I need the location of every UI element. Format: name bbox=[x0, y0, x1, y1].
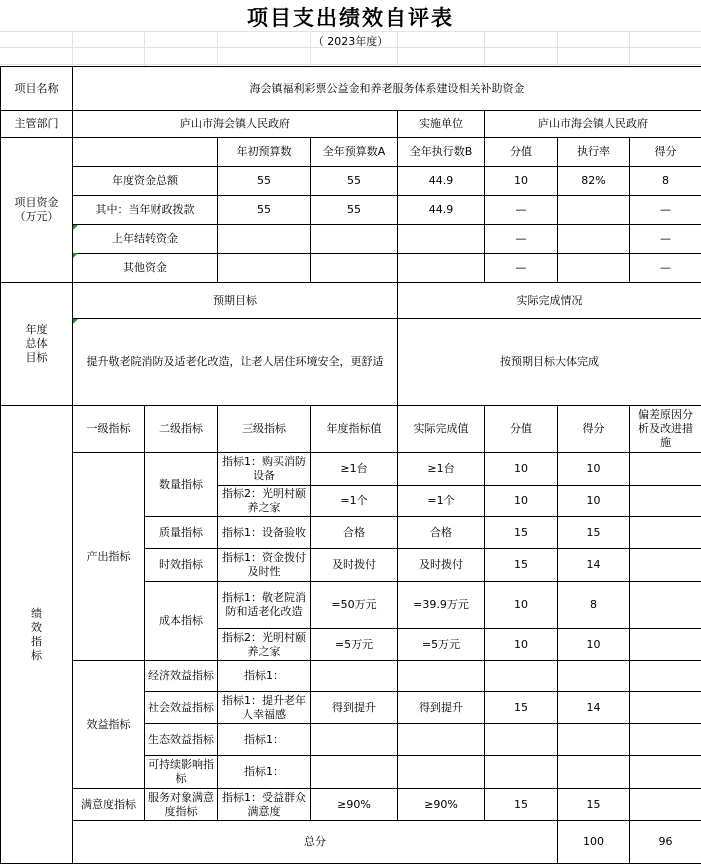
total-row bbox=[1, 821, 701, 864]
dept-value: 庐山市海会镇人民政府 bbox=[73, 111, 398, 138]
indicator: 指标1：敬老院消防和适老化改造 bbox=[218, 582, 311, 629]
deviation-note bbox=[630, 724, 701, 756]
deviation-note bbox=[630, 756, 701, 789]
goal-actual: 按预期目标大体完成 bbox=[398, 319, 701, 406]
target-value: ≥90% bbox=[311, 789, 398, 821]
dept-row bbox=[1, 111, 701, 138]
got-score bbox=[558, 756, 630, 789]
funds-cell: — bbox=[630, 254, 701, 283]
actual-value bbox=[398, 661, 485, 692]
indicator: 指标1：资金拨付及时性 bbox=[218, 549, 311, 582]
perf-header: 分值 bbox=[485, 406, 558, 453]
deviation-note bbox=[630, 582, 701, 629]
deviation-note bbox=[630, 453, 701, 486]
sub-quality: 质量指标 bbox=[145, 517, 218, 549]
target-value: =5万元 bbox=[311, 629, 398, 661]
funds-header: 分值 bbox=[485, 138, 558, 167]
funds-cell bbox=[398, 254, 485, 283]
funds-cell: — bbox=[485, 254, 558, 283]
evaluation-table bbox=[0, 66, 701, 864]
perf-label-text: 绩效指标 bbox=[30, 607, 44, 663]
got-score: 14 bbox=[558, 549, 630, 582]
funds-cell: 55 bbox=[218, 196, 311, 225]
dept-label: 主管部门 bbox=[1, 111, 73, 138]
target-value: =1个 bbox=[311, 486, 398, 517]
group-benefit: 效益指标 bbox=[73, 661, 145, 789]
funds-cell bbox=[218, 254, 311, 283]
funds-cell: 44.9 bbox=[398, 196, 485, 225]
project-row bbox=[1, 67, 701, 111]
actual-value: ≥1台 bbox=[398, 453, 485, 486]
got-score bbox=[558, 661, 630, 692]
funds-cell bbox=[311, 254, 398, 283]
perf-row bbox=[1, 661, 701, 692]
perf-header: 一级指标 bbox=[73, 406, 145, 453]
score bbox=[485, 756, 558, 789]
actual-value bbox=[398, 756, 485, 789]
target-value bbox=[311, 756, 398, 789]
sub-timeliness: 时效指标 bbox=[145, 549, 218, 582]
score: 10 bbox=[485, 582, 558, 629]
funds-cell: — bbox=[485, 225, 558, 254]
comment-marker bbox=[73, 319, 78, 324]
project-label: 项目名称 bbox=[1, 67, 73, 111]
indicator: 指标2：光明村颐养之家 bbox=[218, 629, 311, 661]
target-value: ≥1台 bbox=[311, 453, 398, 486]
target-value bbox=[311, 661, 398, 692]
goal-header-row bbox=[1, 283, 701, 319]
indicator: 指标1：购买消防设备 bbox=[218, 453, 311, 486]
deviation-note bbox=[630, 486, 701, 517]
deviation-note bbox=[630, 629, 701, 661]
indicator: 指标1：设备验收 bbox=[218, 517, 311, 549]
indicator: 指标2：光明村颐养之家 bbox=[218, 486, 311, 517]
total-score: 100 bbox=[558, 821, 630, 864]
goal-expected: 提升敬老院消防及适老化改造，让老人居住环境安全，更舒适 bbox=[73, 319, 398, 406]
sub-ecological: 生态效益指标 bbox=[145, 724, 218, 756]
score: 15 bbox=[485, 549, 558, 582]
sub-social: 社会效益指标 bbox=[145, 692, 218, 724]
score: 10 bbox=[485, 486, 558, 517]
score: 10 bbox=[485, 629, 558, 661]
funds-row bbox=[1, 196, 701, 225]
funds-cell bbox=[218, 225, 311, 254]
sub-cost: 成本指标 bbox=[145, 582, 218, 661]
actual-value: =5万元 bbox=[398, 629, 485, 661]
comment-marker bbox=[73, 225, 78, 230]
funds-cell: 55 bbox=[218, 167, 311, 196]
impl-label: 实施单位 bbox=[398, 111, 485, 138]
got-score: 15 bbox=[558, 517, 630, 549]
score: 15 bbox=[485, 692, 558, 724]
page-title: 项目支出绩效自评表 bbox=[0, 2, 701, 32]
deviation-note bbox=[630, 517, 701, 549]
funds-cell bbox=[311, 225, 398, 254]
funds-cell: 55 bbox=[311, 167, 398, 196]
funds-cell: 10 bbox=[485, 167, 558, 196]
actual-value bbox=[398, 724, 485, 756]
sub-quantity: 数量指标 bbox=[145, 453, 218, 517]
score: 15 bbox=[485, 789, 558, 821]
score: 15 bbox=[485, 517, 558, 549]
funds-cell: 44.9 bbox=[398, 167, 485, 196]
target-value: 合格 bbox=[311, 517, 398, 549]
score bbox=[485, 661, 558, 692]
impl-value: 庐山市海会镇人民政府 bbox=[485, 111, 701, 138]
got-score bbox=[558, 724, 630, 756]
funds-cell: 82% bbox=[558, 167, 630, 196]
funds-cell: 8 bbox=[630, 167, 701, 196]
indicator: 指标1： bbox=[218, 724, 311, 756]
goal-content-row bbox=[1, 319, 701, 406]
actual-value: =39.9万元 bbox=[398, 582, 485, 629]
got-score: 10 bbox=[558, 486, 630, 517]
funds-header: 全年执行数B bbox=[398, 138, 485, 167]
deviation-note bbox=[630, 789, 701, 821]
group-output: 产出指标 bbox=[73, 453, 145, 661]
perf-header-row bbox=[1, 406, 701, 453]
actual-value: =1个 bbox=[398, 486, 485, 517]
goal-label bbox=[1, 283, 73, 406]
funds-cell: 55 bbox=[311, 196, 398, 225]
comment-marker bbox=[73, 253, 78, 258]
funds-row-name: 其中：当年财政拨款 bbox=[73, 196, 218, 225]
perf-row bbox=[1, 453, 701, 486]
goal-actual-header: 实际完成情况 bbox=[398, 283, 701, 319]
target-value: =50万元 bbox=[311, 582, 398, 629]
funds-row-name: 其他资金 bbox=[73, 254, 218, 283]
score bbox=[485, 724, 558, 756]
indicator: 指标1：提升老年人幸福感 bbox=[218, 692, 311, 724]
deviation-note bbox=[630, 661, 701, 692]
funds-header: 年初预算数 bbox=[218, 138, 311, 167]
funds-label: 项目资金（万元） bbox=[1, 138, 73, 283]
perf-header: 得分 bbox=[558, 406, 630, 453]
funds-cell: — bbox=[630, 196, 701, 225]
funds-cell bbox=[558, 254, 630, 283]
funds-header-row bbox=[1, 138, 701, 167]
funds-cell: — bbox=[630, 225, 701, 254]
perf-header: 三级指标 bbox=[218, 406, 311, 453]
perf-row bbox=[1, 789, 701, 821]
funds-header: 执行率 bbox=[558, 138, 630, 167]
got-score: 14 bbox=[558, 692, 630, 724]
page-subtitle: （ 2023年度） bbox=[0, 33, 701, 49]
got-score: 10 bbox=[558, 453, 630, 486]
indicator: 指标1： bbox=[218, 756, 311, 789]
perf-header: 偏差原因分析及改进措施 bbox=[630, 406, 701, 453]
perf-label bbox=[1, 406, 73, 864]
funds-header: 得分 bbox=[630, 138, 701, 167]
funds-row bbox=[1, 254, 701, 283]
funds-cell bbox=[398, 225, 485, 254]
total-got: 96 bbox=[630, 821, 701, 864]
score: 10 bbox=[485, 453, 558, 486]
funds-row bbox=[1, 225, 701, 254]
funds-cell: — bbox=[485, 196, 558, 225]
funds-row-name: 上年结转资金 bbox=[73, 225, 218, 254]
actual-value: 合格 bbox=[398, 517, 485, 549]
sub-sustainable: 可持续影响指标 bbox=[145, 756, 218, 789]
project-name: 海会镇福利彩票公益金和养老服务体系建设相关补助资金 bbox=[73, 67, 701, 111]
goal-expected-header: 预期目标 bbox=[73, 283, 398, 319]
deviation-note bbox=[630, 692, 701, 724]
actual-value: ≥90% bbox=[398, 789, 485, 821]
funds-row bbox=[1, 167, 701, 196]
target-value: 得到提升 bbox=[311, 692, 398, 724]
indicator: 指标1：受益群众满意度 bbox=[218, 789, 311, 821]
funds-header: 全年预算数A bbox=[311, 138, 398, 167]
total-label: 总分 bbox=[73, 821, 558, 864]
perf-header: 年度指标值 bbox=[311, 406, 398, 453]
funds-header-blank bbox=[73, 138, 218, 167]
indicator: 指标1： bbox=[218, 661, 311, 692]
deviation-note bbox=[630, 549, 701, 582]
group-satisfaction: 满意度指标 bbox=[73, 789, 145, 821]
sub-economic: 经济效益指标 bbox=[145, 661, 218, 692]
faint-gridline bbox=[0, 64, 701, 65]
actual-value: 及时拨付 bbox=[398, 549, 485, 582]
perf-header: 实际完成值 bbox=[398, 406, 485, 453]
actual-value: 得到提升 bbox=[398, 692, 485, 724]
target-value: 及时拨付 bbox=[311, 549, 398, 582]
funds-cell bbox=[558, 225, 630, 254]
sub-service: 服务对象满意度指标 bbox=[145, 789, 218, 821]
got-score: 8 bbox=[558, 582, 630, 629]
got-score: 10 bbox=[558, 629, 630, 661]
funds-row-name: 年度资金总额 bbox=[73, 167, 218, 196]
funds-cell bbox=[558, 196, 630, 225]
goal-label-text: 年度总体目标 bbox=[23, 323, 51, 365]
target-value bbox=[311, 724, 398, 756]
got-score: 15 bbox=[558, 789, 630, 821]
perf-header: 二级指标 bbox=[145, 406, 218, 453]
